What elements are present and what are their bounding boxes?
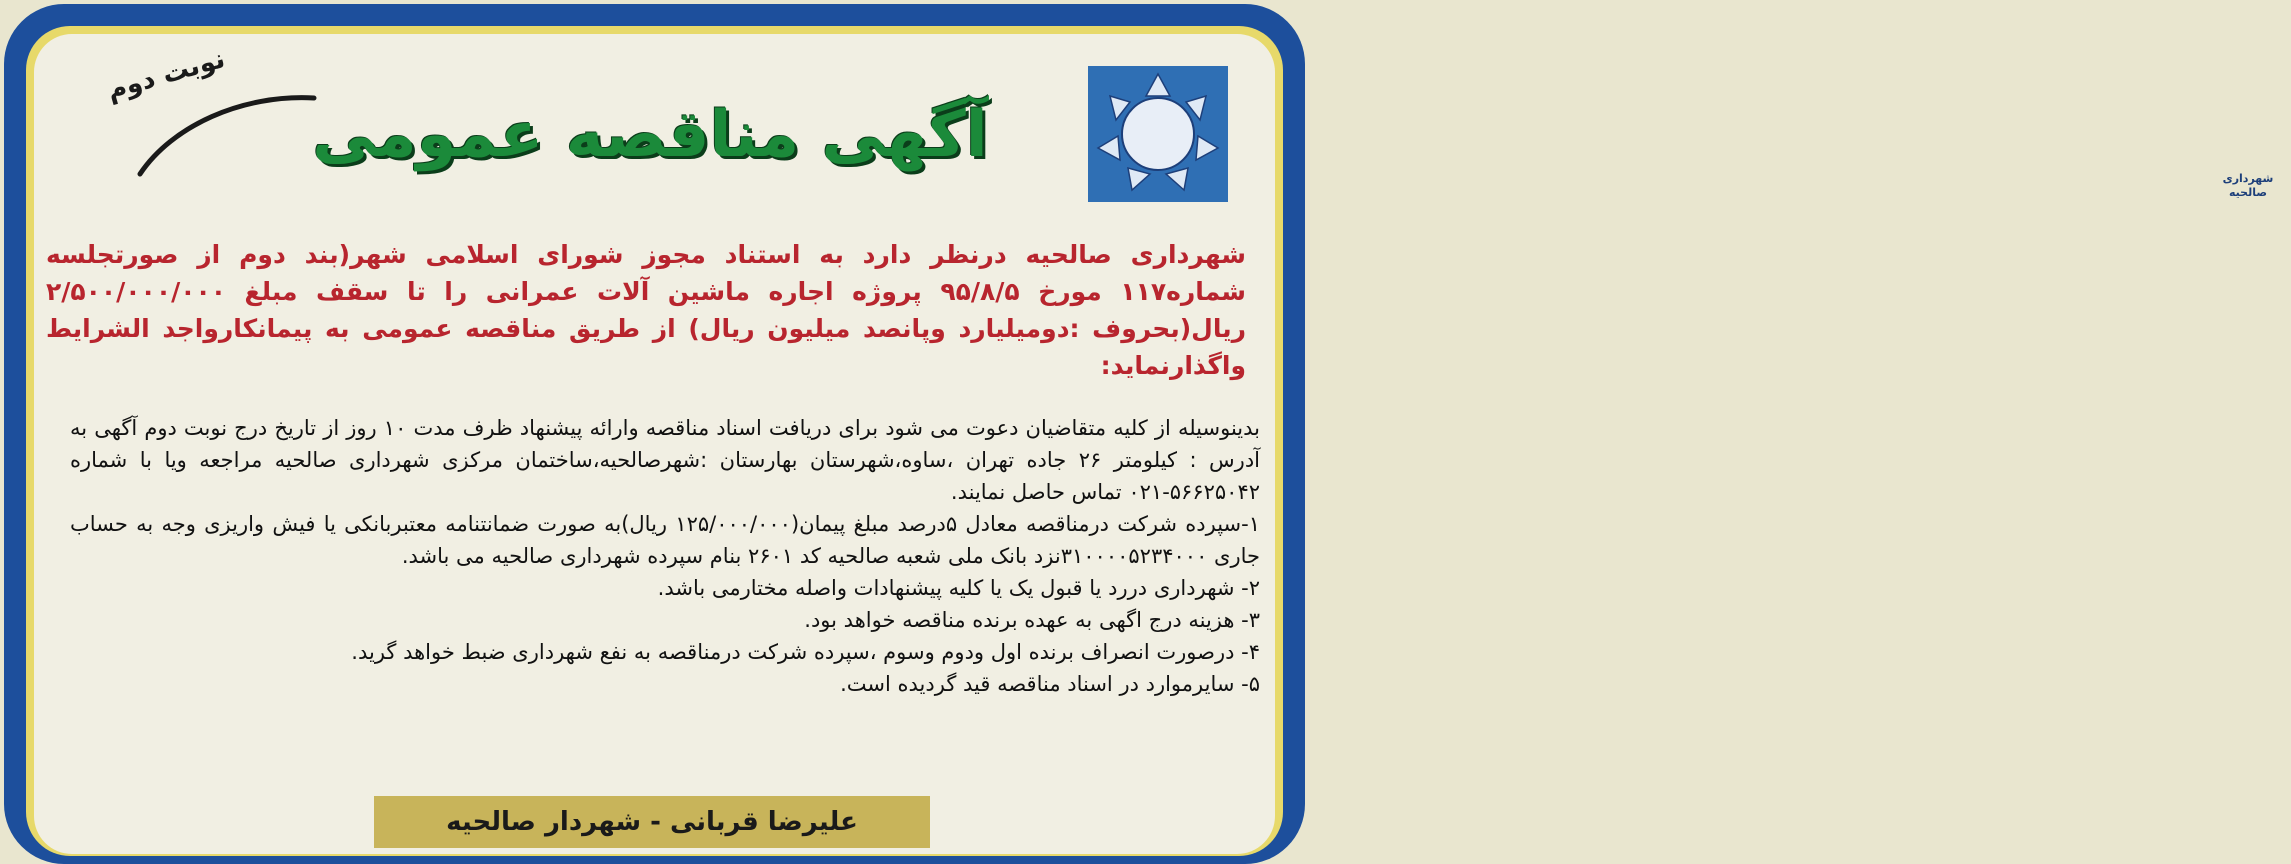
signature-banner: علیرضا قربانی - شهردار صالحیه bbox=[374, 796, 930, 848]
logo-text: شهرداری صالحیه bbox=[2222, 172, 2274, 199]
condition-item: ۵- سایرموارد در اسناد مناقصه قید گردیده است. bbox=[840, 672, 1260, 696]
condition-item: ۴- درصورت انصراف برنده اول ودوم وسوم ،سپرده شرکت درمناقصه به نفع شهرداری ضبط خواهد گرید. bbox=[351, 640, 1260, 664]
star-emblem-icon bbox=[1088, 66, 1228, 202]
municipality-logo bbox=[1088, 66, 2274, 202]
condition-item: ۳- هزینه درج اگهی به عهده برنده مناقصه خواهد بود. bbox=[804, 608, 1260, 632]
second-notice-stamp: نوبت دوم bbox=[103, 43, 229, 107]
notice-body bbox=[70, 412, 1260, 700]
invitation-paragraph: بدینوسیله از کلیه متقاضیان دعوت می شود برای دریافت اسناد مناقصه وارائه پیشنهاد ظرف مدت ۱۰ روز از تاریخ درج نوبت دوم آگهی به آدرس : کیلومتر ۲۶ جاده تهران ،ساوه،شهرستان بهارستان :شهرصالحیه،ساختمان مرکزی شهرداری صالحیه مراجعه ویا با شماره ۵۶۶۲۵۰۴۲-۰۲۱ تماس حاصل نمایند. bbox=[70, 416, 1261, 504]
notice-title: آگهی مناقصه عمومی bbox=[312, 98, 988, 172]
lead-paragraph: شهرداری صالحیه درنظر دارد به استناد مجوز شورای اسلامی شهر(بند دوم از صورتجلسه شماره۱۱۷ مورخ ۹۵/۸/۵ پروژه اجاره ماشین آلات عمرانی را تا سقف مبلغ ۲/۵۰۰/۰۰۰/۰۰۰ ریال(بحروف :دومیلیارد وپانصد میلیون ریال) از طریق مناقصه عمومی به پیمانکارواجد الشرایط واگذارنماید: bbox=[46, 240, 1246, 380]
condition-item: ۱-سپرده شرکت درمناقصه معادل ۵درصد مبلغ پیمان(۱۲۵/۰۰۰/۰۰۰ ریال)به صورت ضمانتنامه معتبربانکی یا فیش واریزی وجه به حساب جاری ۳۱۰۰۰۰۵۲۳۴۰۰۰نزد بانک ملی شعبه صالحیه کد ۲۶۰۱ بنام سپرده شهرداری صالحیه می باشد. bbox=[70, 512, 1261, 568]
condition-item: ۲- شهرداری دررد یا قبول یک یا کلیه پیشنهادات واصله مختارمی باشد. bbox=[657, 576, 1260, 600]
stamp-underline bbox=[132, 86, 322, 182]
